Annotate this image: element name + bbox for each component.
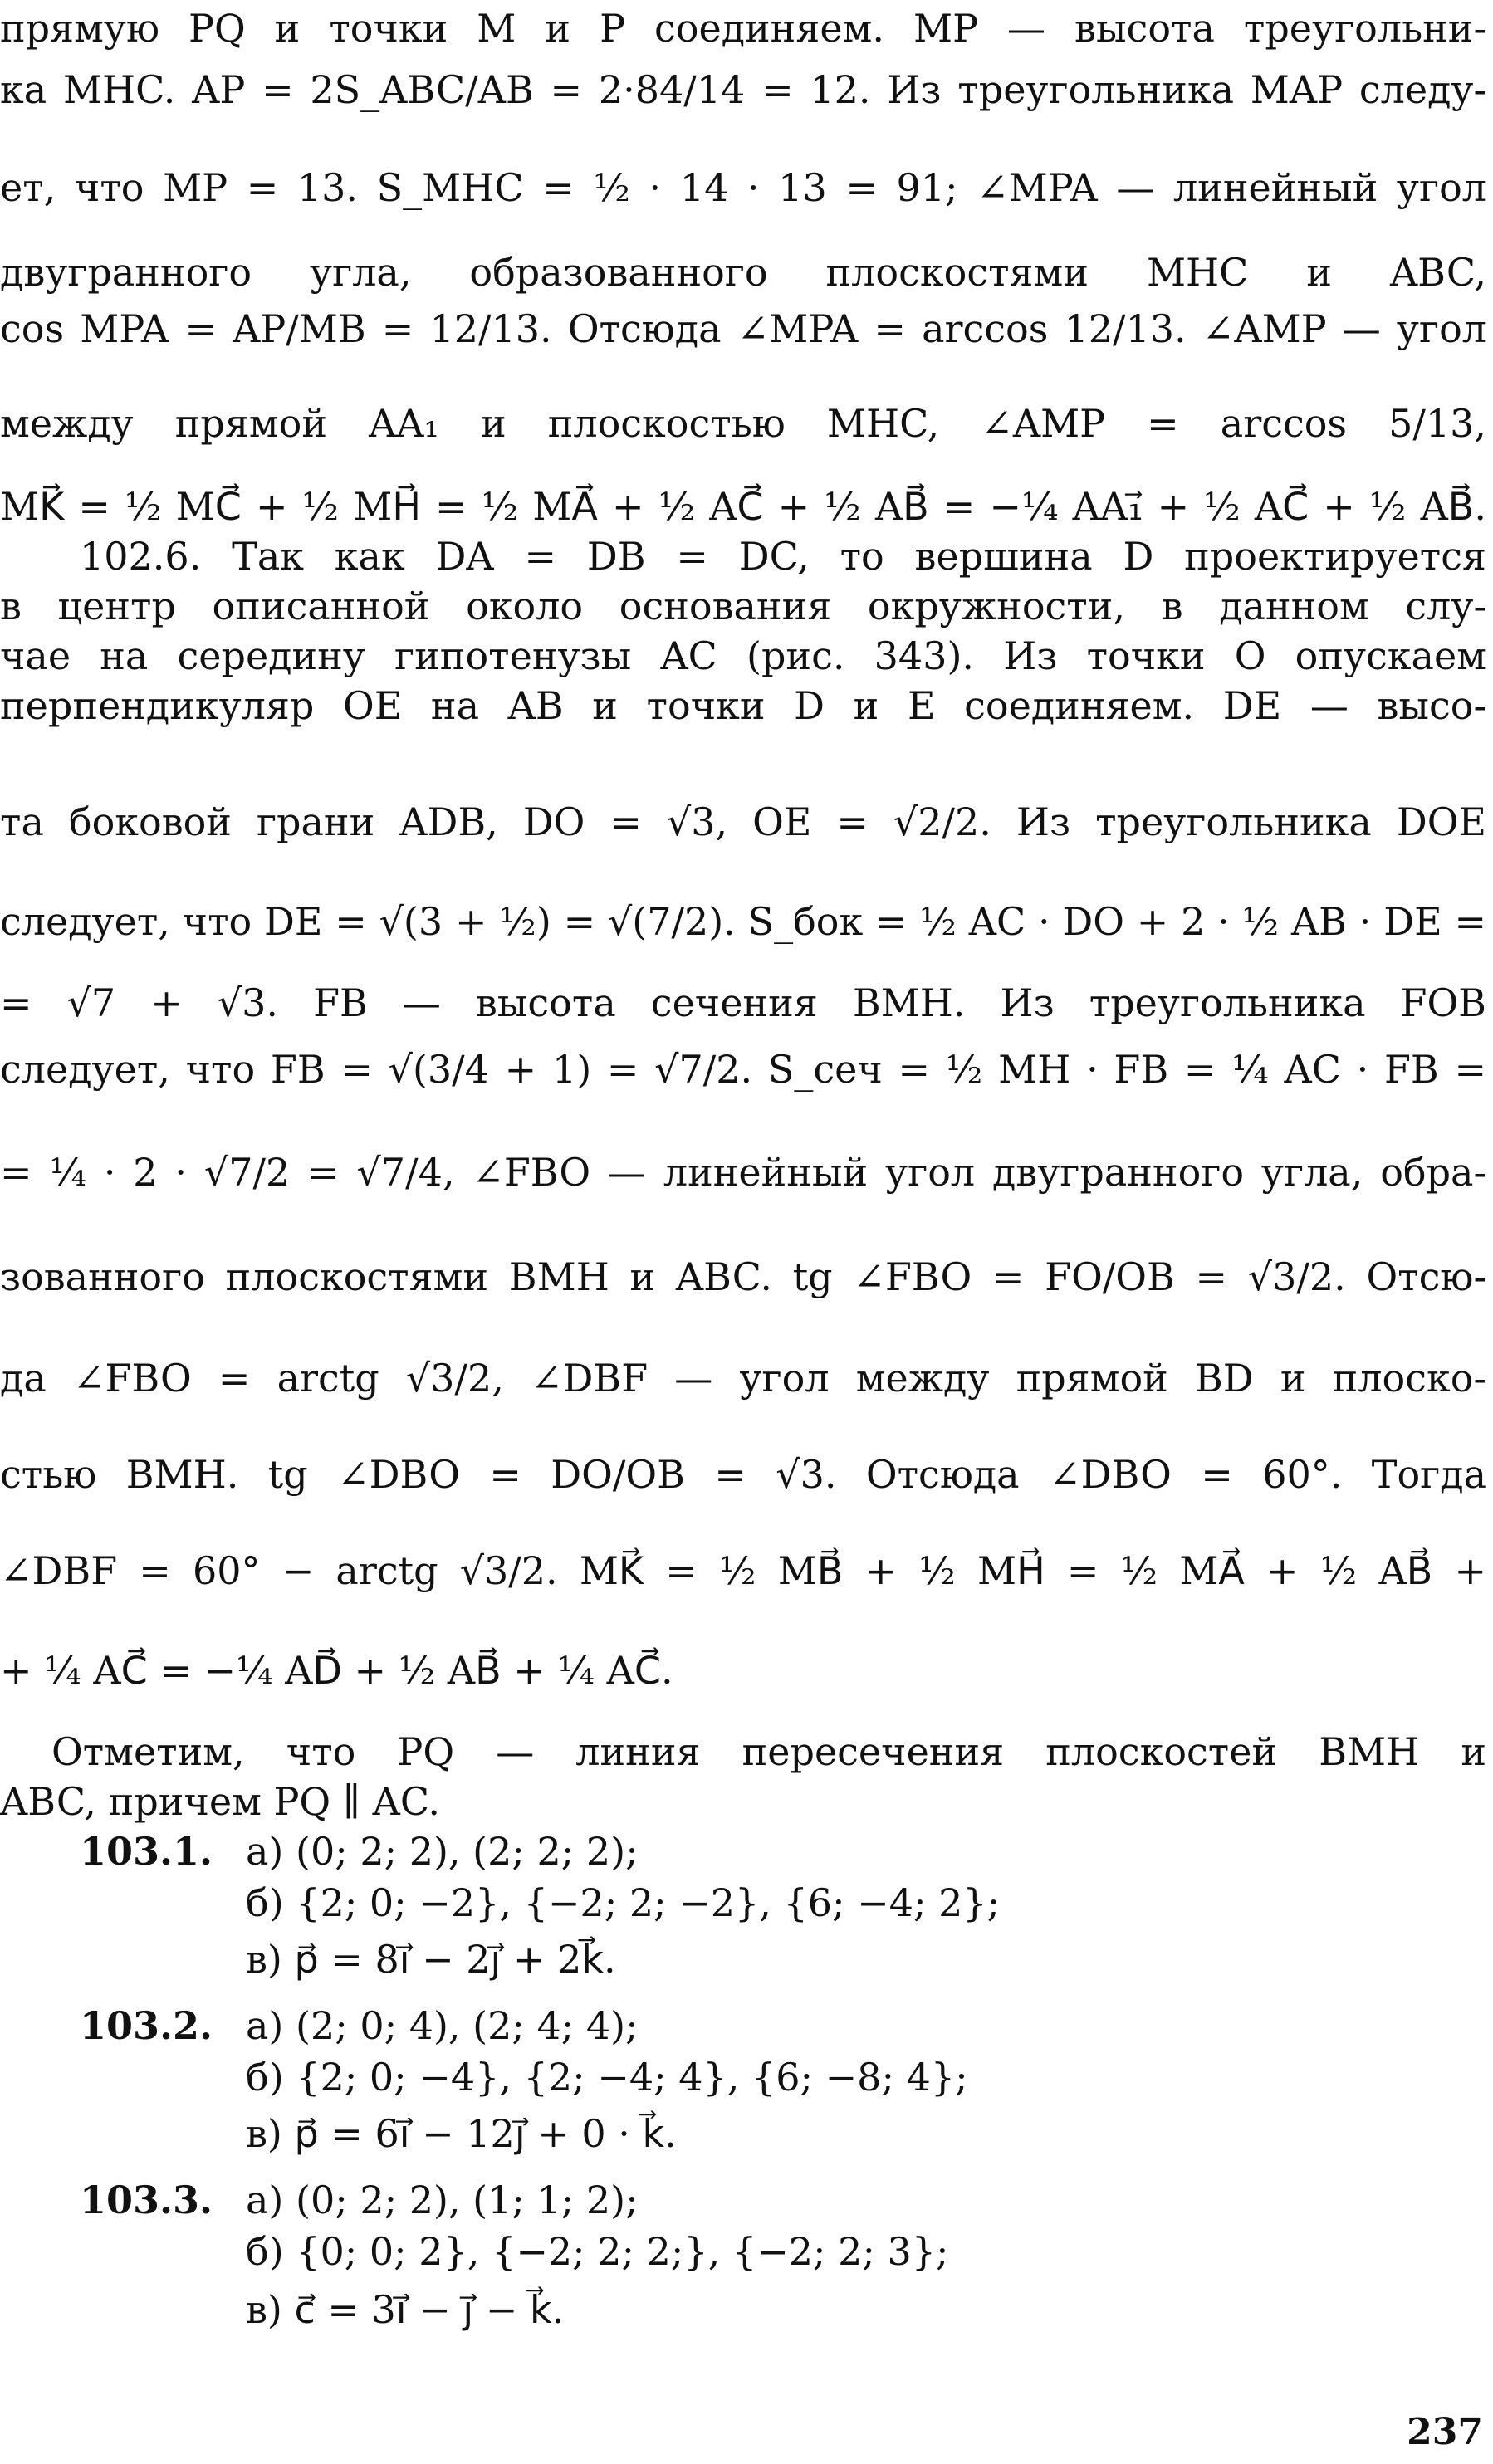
text-line: cos MPA = AP/MB = 12/13. Отсюда ∠MPA = arccos 12/13. ∠AMP — угол xyxy=(0,306,1486,351)
answer-label: 103.3. xyxy=(80,2178,213,2222)
answer-item: а) (2; 0; 4), (2; 4; 4); xyxy=(246,2003,639,2048)
text-line: Отметим, что PQ — линия пересечения плоскостей BMH и xyxy=(51,1729,1486,1774)
text-line: чае на середину гипотенузы AC (рис. 343). Из точки O опускаем xyxy=(0,633,1486,678)
answer-label: 103.1. xyxy=(80,1829,213,1874)
answer-item: б) {0; 0; 2}, {−2; 2; 2;}, {−2; 2; 3}; xyxy=(246,2229,949,2274)
text-line: MK⃗ = ½ MC⃗ + ½ MH⃗ = ½ MA⃗ + ½ AC⃗ + ½ AB⃗ = −¼ AA₁⃗ + ½ AC⃗ + ½ AB⃗. xyxy=(0,484,1486,529)
text-line: + ¼ AC⃗ = −¼ AD⃗ + ½ AB⃗ + ¼ AC⃗. xyxy=(0,1648,673,1693)
text-line: стью BMH. tg ∠DBO = DO/OB = √3. Отсюда ∠DBO = 60°. Тогда xyxy=(0,1452,1486,1497)
text-line: прямую PQ и точки M и P соединяем. MP — высота треугольни- xyxy=(0,6,1486,51)
text-line: двугранного угла, образованного плоскостями MHC и ABC, xyxy=(0,250,1486,295)
answer-item: в) c⃗ = 3i⃗ − j⃗ − k⃗. xyxy=(246,2287,565,2332)
answer-item: б) {2; 0; −4}, {2; −4; 4}, {6; −8; 4}; xyxy=(246,2055,968,2100)
text-line: = ¼ · 2 · √7/2 = √7/4, ∠FBO — линейный угол двугранного угла, обра- xyxy=(0,1150,1486,1195)
text-line: ABC, причем PQ ∥ AC. xyxy=(0,1779,441,1824)
text-line: ка MHC. AP = 2S_ABC/AB = 2·84/14 = 12. Из треугольника MAP следу- xyxy=(0,67,1486,112)
text-line: следует, что FB = √(3/4 + 1) = √7/2. S_сеч = ½ MH · FB = ¼ AC · FB = xyxy=(0,1047,1486,1092)
text-line: следует, что DE = √(3 + ½) = √(7/2). S_бок = ½ AC · DO + 2 · ½ AB · DE = xyxy=(0,899,1486,944)
answer-label: 103.2. xyxy=(80,2003,213,2048)
answer-item: в) p⃗ = 6i⃗ − 12j⃗ + 0 · k⃗. xyxy=(246,2111,677,2156)
answer-item: в) p⃗ = 8i⃗ − 2j⃗ + 2k⃗. xyxy=(246,1937,616,1982)
text-line: ∠DBF = 60° − arctg √3/2. MK⃗ = ½ MB⃗ + ½ MH⃗ = ½ MA⃗ + ½ AB⃗ + xyxy=(0,1548,1486,1593)
answer-item: а) (0; 2; 2), (2; 2; 2); xyxy=(246,1829,639,1874)
page-number: 237 xyxy=(1407,2411,1483,2453)
text-line: да ∠FBO = arctg √3/2, ∠DBF — угол между прямой BD и плоско- xyxy=(0,1356,1486,1401)
text-line: зованного плоскостями BMH и ABC. tg ∠FBO = FO/OB = √3/2. Отсю- xyxy=(0,1254,1486,1299)
answer-item: б) {2; 0; −2}, {−2; 2; −2}, {6; −4; 2}; xyxy=(246,1880,1001,1925)
text-line: ет, что MP = 13. S_MHC = ½ · 14 · 13 = 91; ∠MPA — линейный угол xyxy=(0,165,1486,210)
text-line: в центр описанной около основания окружности, в данном слу- xyxy=(0,584,1486,628)
text-line: перпендикуляр OE на AB и точки D и E соединяем. DE — высо- xyxy=(0,683,1486,728)
answer-item: а) (0; 2; 2), (1; 1; 2); xyxy=(246,2178,639,2222)
text-line: та боковой грани ADB, DO = √3, OE = √2/2. Из треугольника DOE xyxy=(0,799,1486,844)
text-line: между прямой AA₁ и плоскостью MHC, ∠AMP = arccos 5/13, xyxy=(0,401,1486,446)
problem-102-6-line: 102.6. Так как DA = DB = DC, то вершина D проектируется xyxy=(80,534,1486,579)
text-line: = √7 + √3. FB — высота сечения BMH. Из треугольника FOB xyxy=(0,980,1486,1025)
